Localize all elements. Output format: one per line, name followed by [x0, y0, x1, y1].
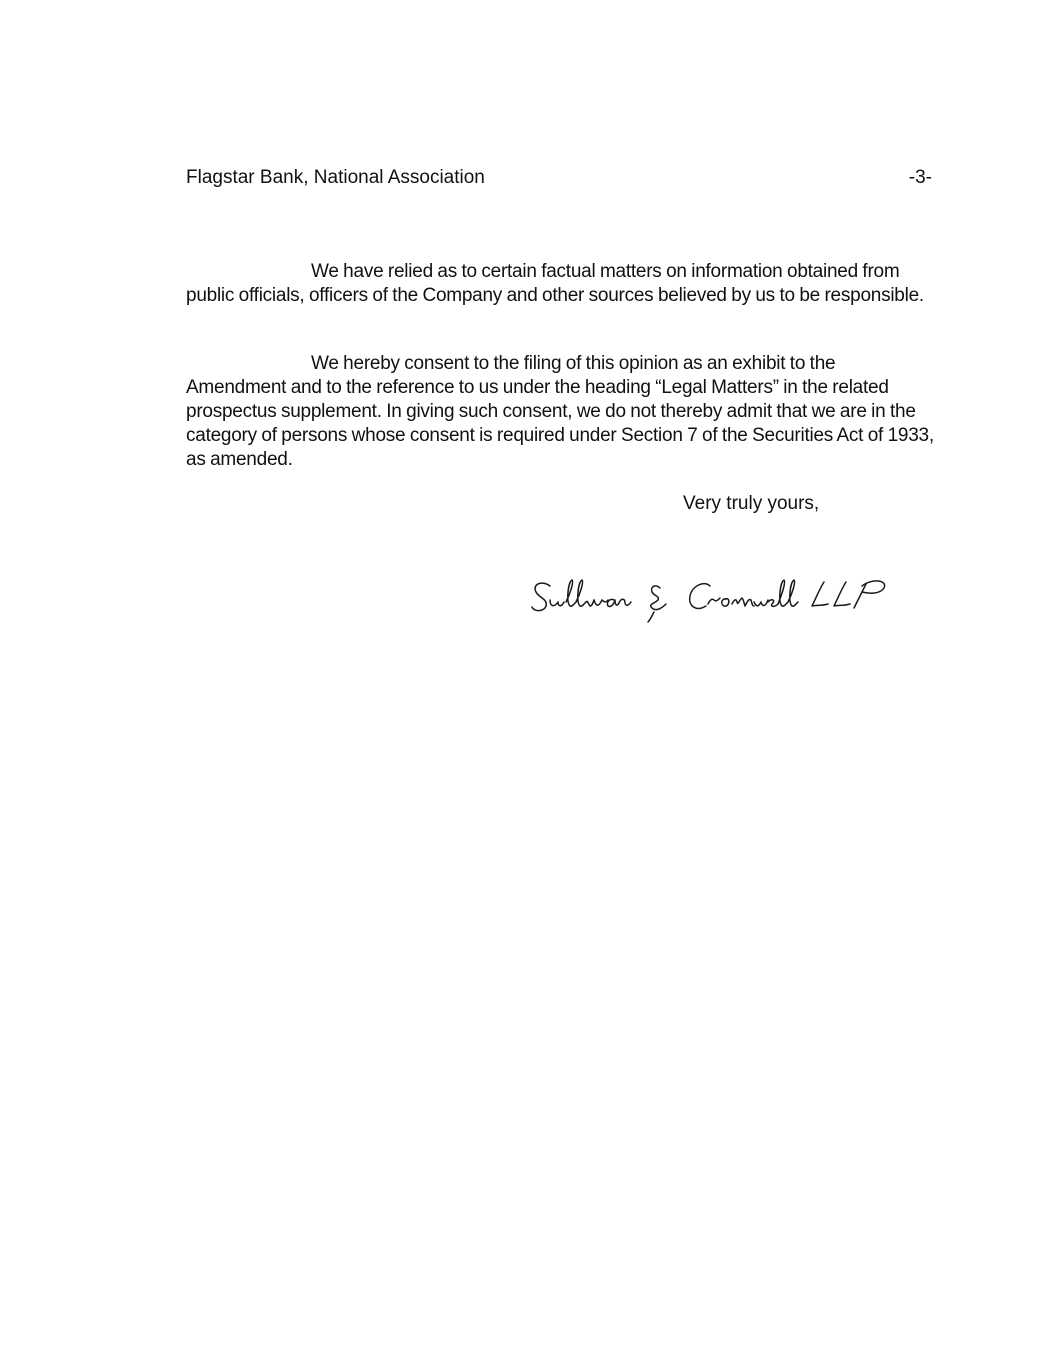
page-header [186, 165, 932, 191]
page-number: -3- [908, 167, 932, 188]
body-paragraph-reliance: We have relied as to certain factual matters on information obtained from public officials, officers of the Company and other sources believed by us to be responsible. [186, 261, 924, 306]
handwritten-signature [528, 572, 898, 628]
addressee-name: Flagstar Bank, National Association [186, 167, 485, 188]
closing-salutation: Very truly yours, [683, 493, 820, 514]
body-paragraph-consent: We hereby consent to the filing of this opinion as an exhibit to the Amendment and to the reference to us under the heading “Legal Matters” in the related prospectus supplement. In giving such consent, we do not thereby admit that we are in the category of persons whose consent is required under Section 7 of the Securities Act of 1933, as amended. [186, 353, 934, 470]
